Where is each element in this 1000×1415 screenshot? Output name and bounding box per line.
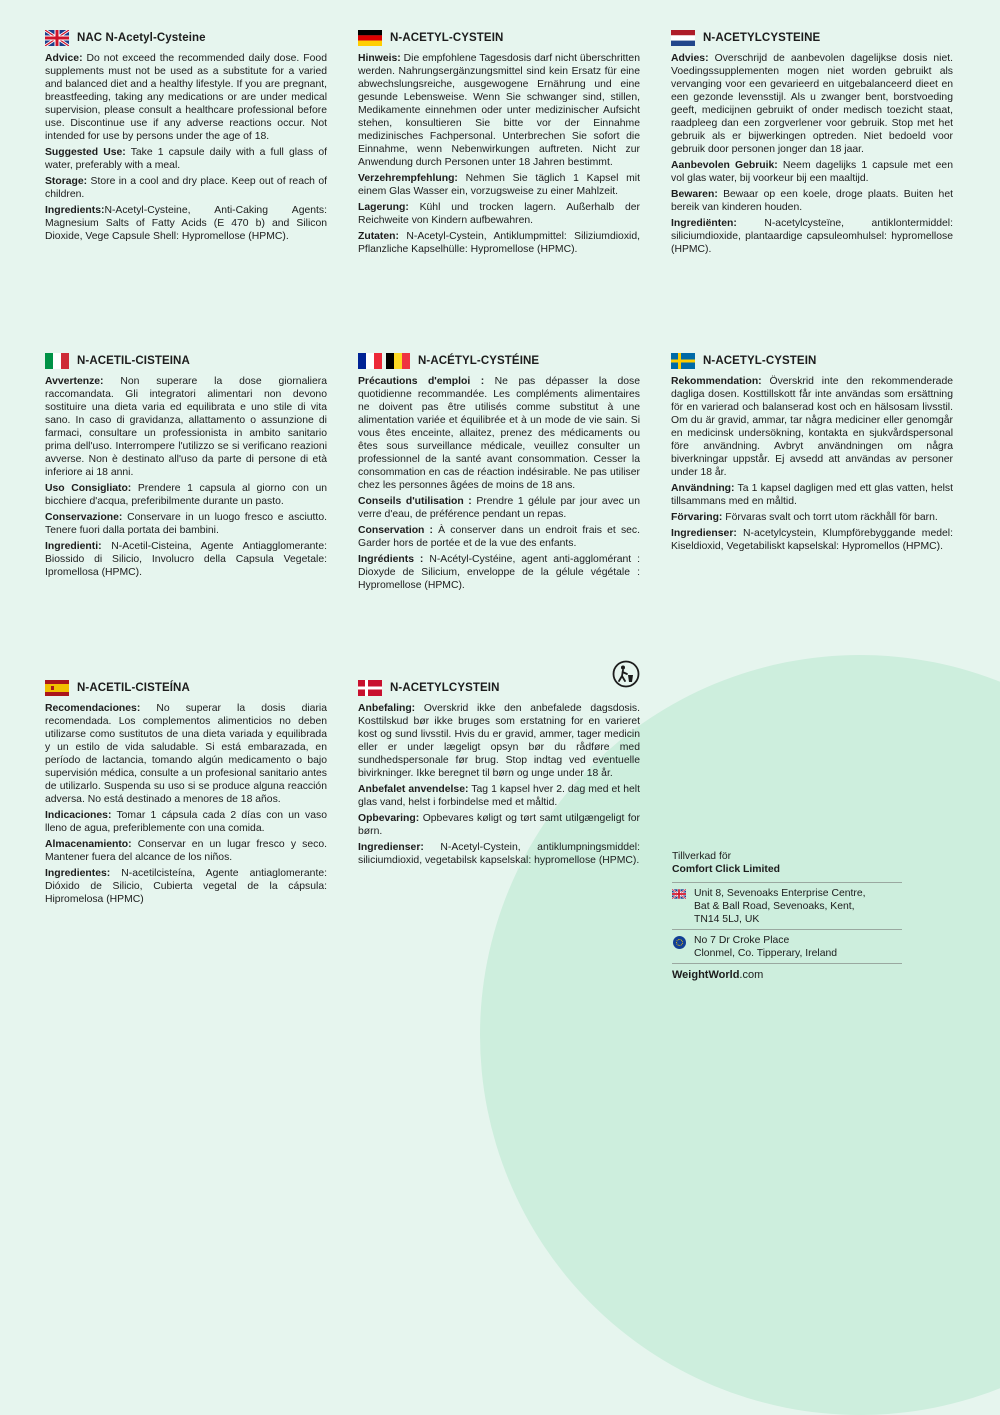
ingredients-paragraph	[45, 867, 327, 906]
tidyman-recycle-icon	[612, 660, 640, 688]
ingredients-paragraph	[358, 841, 640, 867]
use-text: Nehmen Sie täglich 1 Kapsel mit einem Glas Wasser ein, vorzugsweise zu einer Mahlzeit.	[358, 173, 640, 197]
section-english	[45, 28, 327, 246]
storage-label: Förvaring:	[671, 512, 723, 523]
ingredients-label: Ingredients:	[45, 205, 105, 216]
section-header	[358, 351, 640, 371]
advice-paragraph	[45, 375, 327, 479]
section-header	[45, 28, 327, 48]
use-paragraph	[45, 482, 327, 508]
advice-label: Anbefaling:	[358, 703, 416, 714]
advice-text: Die empfohlene Tagesdosis darf nicht überschritten werden. Nahrungsergänzungsmittel sind kein Ersatz für eine abwechslungsreiche, ausgewogene Ernährung und eine gesunde Lebensweise. Wenn Sie schwanger sind, stillen, Medikamente einnehmen oder unter medizinischer Aufsicht stehen, konsultieren Sie bitte vor der Einnahme medizinisches Fachpersonal. Unterbrechen Sie sofort die Einnahme, wenn Nebenwirkungen auftreten. Nicht zur Anwendung durch Personen unter 18 Jahren bestimmt.	[358, 53, 640, 168]
advice-paragraph	[671, 375, 953, 479]
advice-text: Non superare la dose giornaliera raccomandata. Gli integratori alimentari non devono sostituire una dieta varia ed equilibrata e uno stile di vita sano. In caso di gravidanza, allattamento o assunzione di farmaci, consultare un professionista in ambito sanitario prima dell'uso. Interrompere l'utilizzo se si verificano reazioni avverse. Non è destinato all'uso da parte di persone di età inferiore ai 18 anni.	[45, 376, 327, 478]
storage-paragraph	[358, 524, 640, 550]
section-title: N-ACETYLCYSTEINE	[703, 32, 821, 44]
ingredients-paragraph	[45, 204, 327, 243]
section-italian	[45, 351, 327, 582]
storage-paragraph	[358, 812, 640, 838]
storage-text: Opbevares køligt og tørt samt utilgængeligt for børn.	[358, 813, 640, 837]
ingredients-text: N-acetylcysteïne, antiklontermiddel: siliciumdioxide, plantaardige capsuleomhulsel: hypromellose (HPMC).	[671, 218, 953, 255]
section-header	[358, 678, 640, 698]
advice-text: Overskrid ikke den anbefalede dagsdosis. Kosttilskud bør ikke bruges som erstatning for en varieret kost og sund livsstil. Hvis du er gravid, ammer, tager medicin eller er under lægeligt opsyn bør du rådføre med sundhedspersonale før brug. Stop indtag ved eventuelle bivirkninger. Ikke beregnet til børn og unge under 18 år.	[358, 703, 640, 779]
swedish-flag-icon	[671, 353, 695, 369]
storage-label: Storage:	[45, 176, 88, 187]
storage-paragraph	[358, 201, 640, 227]
section-title: N-ACETYLCYSTEIN	[390, 682, 500, 694]
uk-flag-icon	[45, 30, 69, 46]
use-label: Conseils d'utilisation :	[358, 496, 472, 507]
danish-flag-icon	[358, 680, 382, 696]
ingredients-label: Ingrédients :	[358, 554, 424, 565]
ingredients-paragraph	[358, 553, 640, 592]
ingredients-text: N-acetylcystein, Klumpförebyggande medel: Kiseldioxid, Vegetabiliskt kapselskal: Hypromellos (HPMC).	[671, 528, 953, 552]
ingredients-text: N-Acetyl-Cystein, antiklumpningsmiddel: siliciumdioxid, vegetabilsk kapselskal: hypromellose (HPMC).	[358, 842, 640, 866]
use-text: Tag 1 kapsel hver 2. dag med et helt glas vand, helst i forbindelse med et måltid.	[358, 784, 640, 808]
use-text: Ta 1 kapsel dagligen med ett glas vatten, helst tillsammans med en måltid.	[671, 483, 953, 507]
advice-text: Overschrijd de aanbevolen dagelijkse dosis niet. Voedingssupplementen mogen niet worden gebruikt als vervanging voor een gevarieerd en uitgebalanceerd dieet en een gezonde levensstijl. Als u zwanger bent, borstvoeding geeft, medicijnen gebruikt of onder medisch toezicht staat, raadpleeg dan een zorgverlener voor gebruik. Stop met het gebruik als er bijwerkingen optreden. Niet bedoeld voor gebruik door personen jonger dan 18 jaar.	[671, 53, 953, 155]
ingredients-paragraph	[671, 217, 953, 256]
storage-label: Bewaren:	[671, 189, 718, 200]
advice-paragraph	[671, 52, 953, 156]
use-text: Neem dagelijks 1 capsule met een vol glas water, bij voorkeur bij een maaltijd.	[671, 160, 953, 184]
advice-label: Hinweis:	[358, 53, 401, 64]
use-label: Aanbevolen Gebruik:	[671, 160, 778, 171]
storage-paragraph	[45, 511, 327, 537]
advice-paragraph	[358, 52, 640, 169]
use-label: Verzehrempfehlung:	[358, 173, 458, 184]
section-french	[358, 351, 640, 595]
eu-address	[672, 929, 902, 963]
ingredients-paragraph	[671, 527, 953, 553]
ingredients-paragraph	[358, 230, 640, 256]
advice-paragraph	[45, 702, 327, 806]
storage-paragraph	[671, 511, 953, 524]
manufactured-for-label: Tillverkad för	[672, 851, 732, 862]
advice-label: Advice:	[45, 53, 83, 64]
use-paragraph	[671, 159, 953, 185]
ingredients-label: Ingrediënten:	[671, 218, 737, 229]
eu-address-line: Clonmel, Co. Tipperary, Ireland	[694, 948, 838, 959]
dutch-flag-icon	[671, 30, 695, 46]
section-swedish	[671, 351, 953, 556]
use-label: Användning:	[671, 483, 735, 494]
company-name: Comfort Click Limited	[672, 864, 780, 875]
use-label: Indicaciones:	[45, 810, 112, 821]
section-title: N-ACETYL-CYSTEIN	[390, 32, 504, 44]
storage-text: À conserver dans un endroit frais et sec. Garder hors de portée et de la vue des enfants.	[358, 525, 640, 549]
eu-flag-icon	[673, 936, 686, 949]
advice-paragraph	[358, 375, 640, 492]
storage-text: Conservar en un lugar fresco y seco. Mantener fuera del alcance de los niños.	[45, 839, 327, 863]
ingredients-text: N-Acetyl-Cystein, Antiklumpmittel: Siliziumdioxid, Pflanzliche Kapselhülle: Hypromellose (HPMC).	[358, 231, 640, 255]
uk-address-line: Unit 8, Sevenoaks Enterprise Centre,	[694, 888, 866, 899]
storage-paragraph	[45, 175, 327, 201]
use-label: Anbefalet anvendelse:	[358, 784, 469, 795]
section-german	[358, 28, 640, 259]
website-name: WeightWorld	[672, 969, 740, 981]
advice-paragraph	[358, 702, 640, 780]
storage-text: Förvaras svalt och torrt utom räckhåll för barn.	[722, 512, 938, 523]
website-domain: .com	[739, 969, 764, 981]
section-title: N-ACETYL-CYSTEIN	[703, 355, 817, 367]
ingredients-label: Ingredienser:	[358, 842, 424, 853]
use-paragraph	[358, 495, 640, 521]
use-paragraph	[358, 172, 640, 198]
ingredients-text: N-Acetil-Cisteina, Agente Antiagglomerante: Biossido di Silicio, Involucro della Capsula Vegetale: Ipromellosa (HPMC).	[45, 541, 327, 578]
storage-paragraph	[45, 838, 327, 864]
belgian-flag-icon	[386, 353, 410, 369]
advice-label: Rekommendation:	[671, 376, 762, 387]
storage-paragraph	[671, 188, 953, 214]
storage-label: Conservazione:	[45, 512, 123, 523]
storage-label: Lagerung:	[358, 202, 409, 213]
section-header	[45, 351, 327, 371]
advice-text: Överskrid inte den rekommenderade dagliga dosen. Kosttillskott får inte användas som ersättning för en varierad och balanserad kost och en hälsosam livsstil. Om du är gravid, ammar, tar några mediciner eller genomgår en medicinsk undersökning, kontakta en sjukvårdspersonal före användning. Avbryt användningen om några biverkningar uppstår. Ej avsedd att användas av personer under 18 år.	[671, 376, 953, 478]
use-text: Tomar 1 cápsula cada 2 días con un vaso lleno de agua, preferiblemente con una comida.	[45, 810, 327, 834]
section-header	[358, 28, 640, 48]
storage-label: Opbevaring:	[358, 813, 420, 824]
use-text: Take 1 capsule daily with a full glass of water, preferably with a meal.	[45, 147, 327, 171]
uk-flag-icon	[672, 889, 686, 899]
section-spanish	[45, 678, 327, 909]
use-label: Suggested Use:	[45, 147, 126, 158]
use-paragraph	[45, 809, 327, 835]
use-label: Uso Consigliato:	[45, 483, 132, 494]
section-header	[45, 678, 327, 698]
storage-text: Bewaar op een koele, droge plaats. Buiten het bereik van kinderen houden.	[671, 189, 953, 213]
section-title: NAC N-Acetyl-Cysteine	[77, 32, 206, 44]
section-header	[671, 28, 953, 48]
ingredients-text: N-Acétyl-Cystéine, agent anti-agglomérant : Dioxyde de Silicium, enveloppe de la gélule végétale : Hypromellose (HPMC).	[358, 554, 640, 591]
advice-label: Advies:	[671, 53, 709, 64]
section-title: N-ACÉTYL-CYSTÉINE	[418, 355, 540, 367]
manufacturer-block	[672, 850, 902, 982]
french-flag-icon	[358, 353, 382, 369]
uk-address-line: TN14 5LJ, UK	[694, 914, 760, 925]
german-flag-icon	[358, 30, 382, 46]
advice-paragraph	[45, 52, 327, 143]
section-dutch	[671, 28, 953, 259]
ingredients-label: Zutaten:	[358, 231, 399, 242]
ingredients-label: Ingredienser:	[671, 528, 737, 539]
storage-text: Conservare in un luogo fresco e asciutto. Tenere fuori dalla portata dei bambini.	[45, 512, 327, 536]
uk-address	[672, 882, 902, 929]
ingredients-label: Ingredientes:	[45, 868, 111, 879]
section-header	[671, 351, 953, 371]
uk-address-line: Bat & Ball Road, Sevenoaks, Kent,	[694, 901, 855, 912]
ingredients-text: N-acetilcisteína, Agente antiaglomerante: Dióxido de Silicio, Cubierta vegetal de la cápsula: Hipromelosa (HPMC)	[45, 868, 327, 905]
use-text: Prendere 1 capsula al giorno con un bicchiere d'acqua, preferibilmente durante un pasto.	[45, 483, 327, 507]
italian-flag-icon	[45, 353, 69, 369]
section-title: N-ACETIL-CISTEÍNA	[77, 682, 190, 694]
use-paragraph	[358, 783, 640, 809]
ingredients-text: N-Acetyl-Cysteine, Anti-Caking Agents: Magnesium Salts of Fatty Acids (E 470 b) and Silicon Dioxide, Vege Capsule Shell: Hypromellose (HPMC).	[45, 205, 327, 242]
advice-label: Avvertenze:	[45, 376, 104, 387]
advice-label: Précautions d'emploi :	[358, 376, 485, 387]
ingredients-paragraph	[45, 540, 327, 579]
spanish-flag-icon	[45, 680, 69, 696]
storage-text: Kühl und trocken lagern. Außerhalb der Reichweite von Kindern aufbewahren.	[358, 202, 640, 226]
storage-text: Store in a cool and dry place. Keep out of reach of children.	[45, 176, 327, 200]
ingredients-label: Ingredienti:	[45, 541, 102, 552]
use-paragraph	[45, 146, 327, 172]
advice-text: Ne pas dépasser la dose quotidienne recommandée. Les compléments alimentaires ne doivent pas être utilisés comme substitut à une alimentation variée et équilibrée et à un mode de vie sain. Si vous êtes enceinte, allaitez, prenez des médicaments ou êtes sous surveillance médicale, veuillez consulter un professionnel de la santé avant consommation. Cesser la consommation en cas de réaction indésirable. Ne pas utiliser chez les personnes âgées de moins de 18 ans.	[358, 376, 640, 491]
use-paragraph	[671, 482, 953, 508]
section-title: N-ACETIL-CISTEINA	[77, 355, 190, 367]
advice-label: Recomendaciones:	[45, 703, 141, 714]
advice-text: No superar la dosis diaria recomendada. Los complementos alimenticios no deben utilizarse como sustitutos de una dieta variada y equilibrada y un estilo de vida saludable. Si está embarazada, en período de lactancia, tomando algún medicamento o bajo supervisión médica, consulte a un profesional sanitario antes de utilizarlo. Suspenda su uso si se produce alguna reacción adversa. No está destinado a menores de 18 años.	[45, 703, 327, 805]
website	[672, 963, 902, 982]
eu-address-line: No 7 Dr Croke Place	[694, 935, 790, 946]
storage-label: Almacenamiento:	[45, 839, 132, 850]
storage-label: Conservation :	[358, 525, 434, 536]
section-danish	[358, 678, 640, 870]
advice-text: Do not exceed the recommended daily dose. Food supplements must not be used as a substitute for a varied and balanced diet and a healthy lifestyle. If you are pregnant, breastfeeding, taking any medications or are under medical supervision, please consult a healthcare professional before use. Discontinue use if any adverse reactions occur. Not intended for use by persons under the age of 18.	[45, 53, 327, 142]
use-text: Prendre 1 gélule par jour avec un verre d'eau, de préférence pendant un repas.	[358, 496, 640, 520]
